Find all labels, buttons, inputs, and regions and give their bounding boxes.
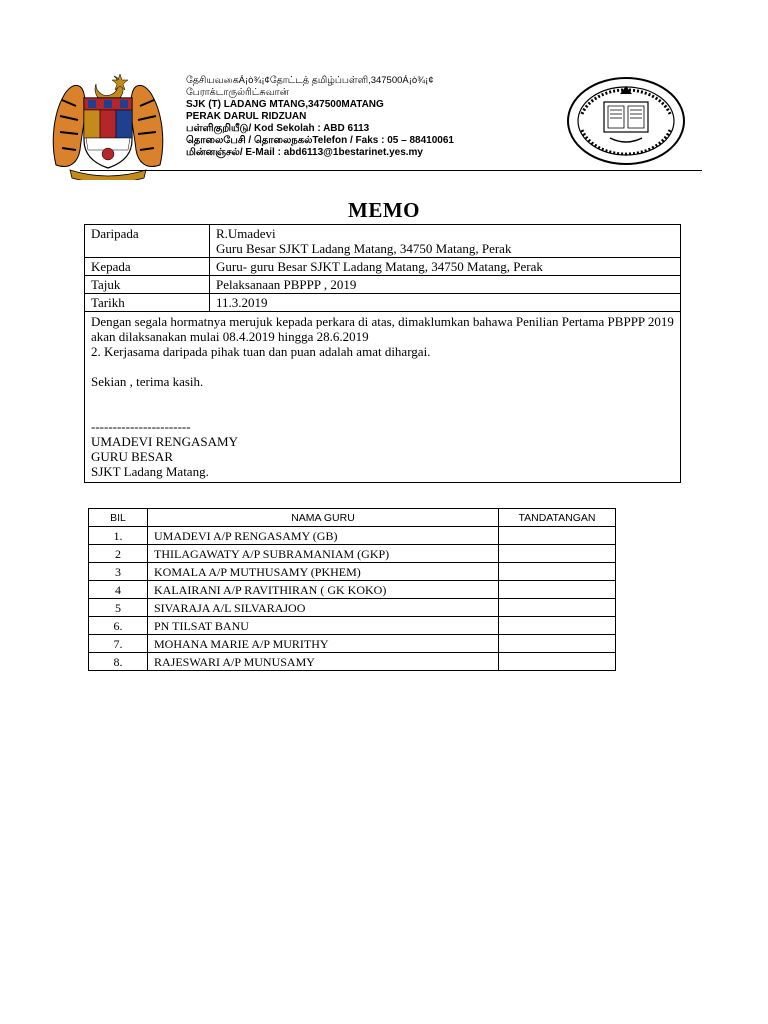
signer-school: SJKT Ladang Matang. [91,464,209,479]
memo-row-from [85,225,681,258]
from-name: R.Umadevi [216,226,276,241]
school-state: PERAK DARUL RIDZUAN [186,111,307,122]
signature-line: ----------------------- [91,419,191,434]
memo-row-subject [85,276,681,294]
signature-cell[interactable] [499,545,616,563]
signature-cell[interactable] [499,581,616,599]
memo-row-body [85,312,681,483]
signature-cell[interactable] [499,599,616,617]
memo-title: MEMO [348,198,420,222]
row-number: 4 [89,581,148,599]
memo-table [84,224,681,483]
row-number: 2 [89,545,148,563]
signature-cell[interactable] [499,635,616,653]
teacher-name: SIVARAJA A/L SILVARAJOO [148,599,499,617]
signature-cell[interactable] [499,653,616,671]
from-position: Guru Besar SJKT Ladang Matang, 34750 Matang, Perak [216,241,512,256]
to-label: Kepada [85,258,210,276]
table-row [89,617,616,635]
teacher-name: THILAGAWATY A/P SUBRAMANIAM (GKP) [148,545,499,563]
teacher-name: KOMALA A/P MUTHUSAMY (PKHEM) [148,563,499,581]
body-paragraph-2: 2. Kerjasama daripada pihak tuan dan puan adalah amat dihargai. [91,344,431,359]
table-row [89,653,616,671]
row-number: 1. [89,527,148,545]
from-value [210,225,681,258]
letterhead [186,75,556,159]
signature-cell[interactable] [499,563,616,581]
row-number: 6. [89,617,148,635]
memo-row-to [85,258,681,276]
staff-table-header [89,509,616,527]
letterhead-line-2: பேராக்டாருல்ரிட்சுவான் [186,87,289,98]
table-row [89,527,616,545]
date-value: 11.3.2019 [210,294,681,312]
signature-cell[interactable] [499,527,616,545]
memo-body [85,312,681,483]
teacher-name: PN TILSAT BANU [148,617,499,635]
header-tandatangan: TANDATANGAN [499,509,616,527]
letterhead-line-1: தேசியவகைÁ¡ò¾¡¢தோட்டத் தமிழ்ப்பள்ளி,347500Á¡ò¾¡¢ [186,75,434,86]
subject-value: Pelaksanaan PBPPP , 2019 [210,276,681,294]
closing-text: Sekian , terima kasih. [91,374,204,389]
header-divider [80,170,702,171]
row-number: 8. [89,653,148,671]
memo-row-date [85,294,681,312]
staff-signature-table [88,508,616,671]
row-number: 7. [89,635,148,653]
signer-title: GURU BESAR [91,449,173,464]
signer-name: UMADEVI RENGASAMY [91,434,238,449]
date-label: Tarikh [85,294,210,312]
teacher-name: KALAIRANI A/P RAVITHIRAN ( GK KOKO) [148,581,499,599]
table-row [89,599,616,617]
teacher-name: UMADEVI A/P RENGASAMY (GB) [148,527,499,545]
table-row [89,635,616,653]
school-email: மின்னஞ்சல்/ E-Mail : abd6113@1bestarinet.yes.my [186,147,423,158]
teacher-name: RAJESWARI A/P MUNUSAMY [148,653,499,671]
school-code: பள்ளிகுறியீடு/ Kod Sekolah : ABD 6113 [186,123,370,134]
table-row [89,563,616,581]
school-seal-icon [566,76,686,166]
school-name: SJK (T) LADANG MTANG,347500MATANG [186,99,384,110]
subject-label: Tajuk [85,276,210,294]
body-paragraph-1: Dengan segala hormatnya merujuk kepada perkara di atas, dimaklumkan bahawa Penilian Pertama PBPPP 2019 akan dilaksanakan mulai 08.4.2019 hingga 28.6.2019 [91,314,674,344]
header-bil: BIL [89,509,148,527]
malaysia-coat-of-arms-icon [48,70,168,180]
row-number: 5 [89,599,148,617]
school-phone: தொலைபேசி / தொலைநகல்Telefon / Faks : 05 – 88410061 [186,135,454,146]
to-value: Guru- guru Besar SJKT Ladang Matang, 34750 Matang, Perak [210,258,681,276]
table-row [89,581,616,599]
teacher-name: MOHANA MARIE A/P MURITHY [148,635,499,653]
row-number: 3 [89,563,148,581]
from-label: Daripada [85,225,210,258]
table-row [89,545,616,563]
signature-cell[interactable] [499,617,616,635]
header-nama-guru: NAMA GURU [148,509,499,527]
